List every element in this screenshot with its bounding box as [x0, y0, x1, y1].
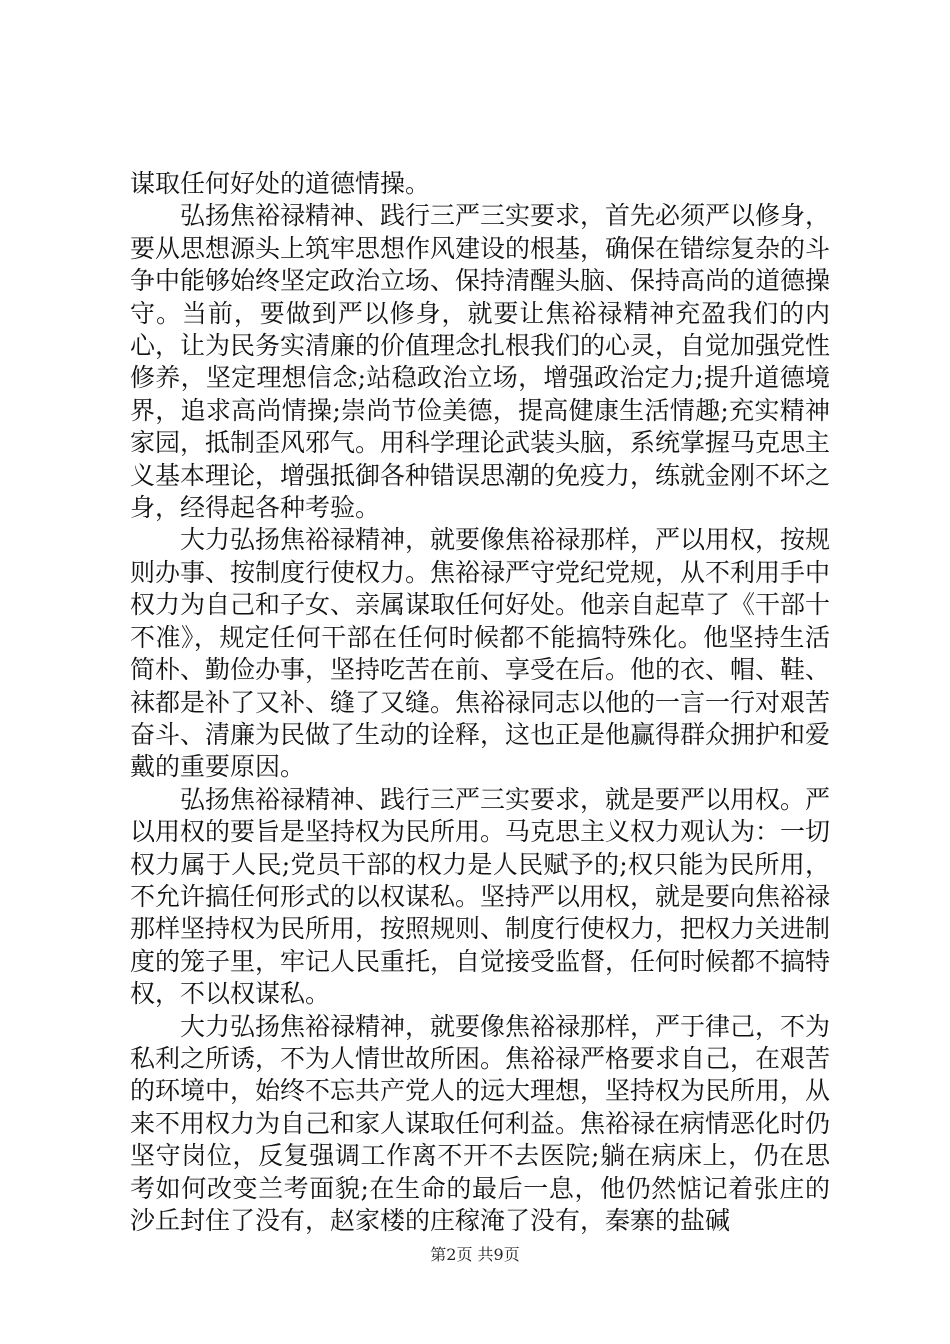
paragraph-self-discipline: 大力弘扬焦裕禄精神，就要像焦裕禄那样，严于律己，不为私利之所诱，不为人情世故所困。焦裕禄严格要求自己，在艰苦的环境中，始终不忘共产党人的远大理想，坚持权为民所用，从来不用权力为自己和家人谋取任何利益。焦裕禄在病情恶化时仍坚守岗位，反复强调工作离不开不去医院;躺在病床上，仍在思考如何改变兰考面貌;在生命的最后一息，他仍然惦记着张庄的沙丘封住了没有，赵家楼的庄稼淹了没有，秦寨的盐碱 — [130, 1011, 831, 1235]
paragraph-continuation: 谋取任何好处的道德情操。 — [130, 169, 431, 198]
paragraph-use-of-power-example: 大力弘扬焦裕禄精神，就要像焦裕禄那样，严以用权，按规则办事、按制度行使权力。焦裕禄严守党纪党规，从不利用手中权力为自己和子女、亲属谋取任何好处。他亲自起草了《干部十不准》，规定任何干部在任何时候都不能搞特殊化。他坚持生活简朴、勤俭办事，坚持吃苦在前、享受在后。他的衣、帽、鞋、袜都是补了又补、缝了又缝。焦裕禄同志以他的一言一行对艰苦奋斗、清廉为民做了生动的诠释，这也正是他赢得群众拥护和爱戴的重要原因。 — [130, 525, 831, 782]
paragraph-self-cultivation: 弘扬焦裕禄精神、践行三严三实要求，首先必须严以修身，要从思想源头上筑牢思想作风建设的根基，确保在错综复杂的斗争中能够始终坚定政治立场、保持清醒头脑、保持高尚的道德操守。当前，要做到严以修身，就要让焦裕禄精神充盈我们的内心，让为民务实清廉的价值理念扎根我们的心灵，自觉加强党性修养，坚定理想信念;站稳政治立场，增强政治定力;提升道德境界，追求高尚情操;崇尚节俭美德，提高健康生活情趣;充实精神家园，抵制歪风邪气。用科学理论武装头脑，系统掌握马克思主义基本理论，增强抵御各种错误思潮的免疫力，练就金刚不坏之身，经得起各种考验。 — [130, 201, 831, 523]
paragraph-use-of-power: 弘扬焦裕禄精神、践行三严三实要求，就是要严以用权。严以用权的要旨是坚持权为民所用。马克思主义权力观认为：一切权力属于人民;党员干部的权力是人民赋予的;权只能为民所用，不允许搞任何形式的以权谋私。坚持严以用权，就是要向焦裕禄那样坚持权为民所用，按照规则、制度行使权力，把权力关进制度的笼子里，牢记人民重托，自觉接受监督，任何时候都不搞特权，不以权谋私。 — [130, 784, 831, 1009]
page-footer: 第2页 共9页 — [430, 1245, 520, 1264]
document-body — [130, 168, 830, 1237]
